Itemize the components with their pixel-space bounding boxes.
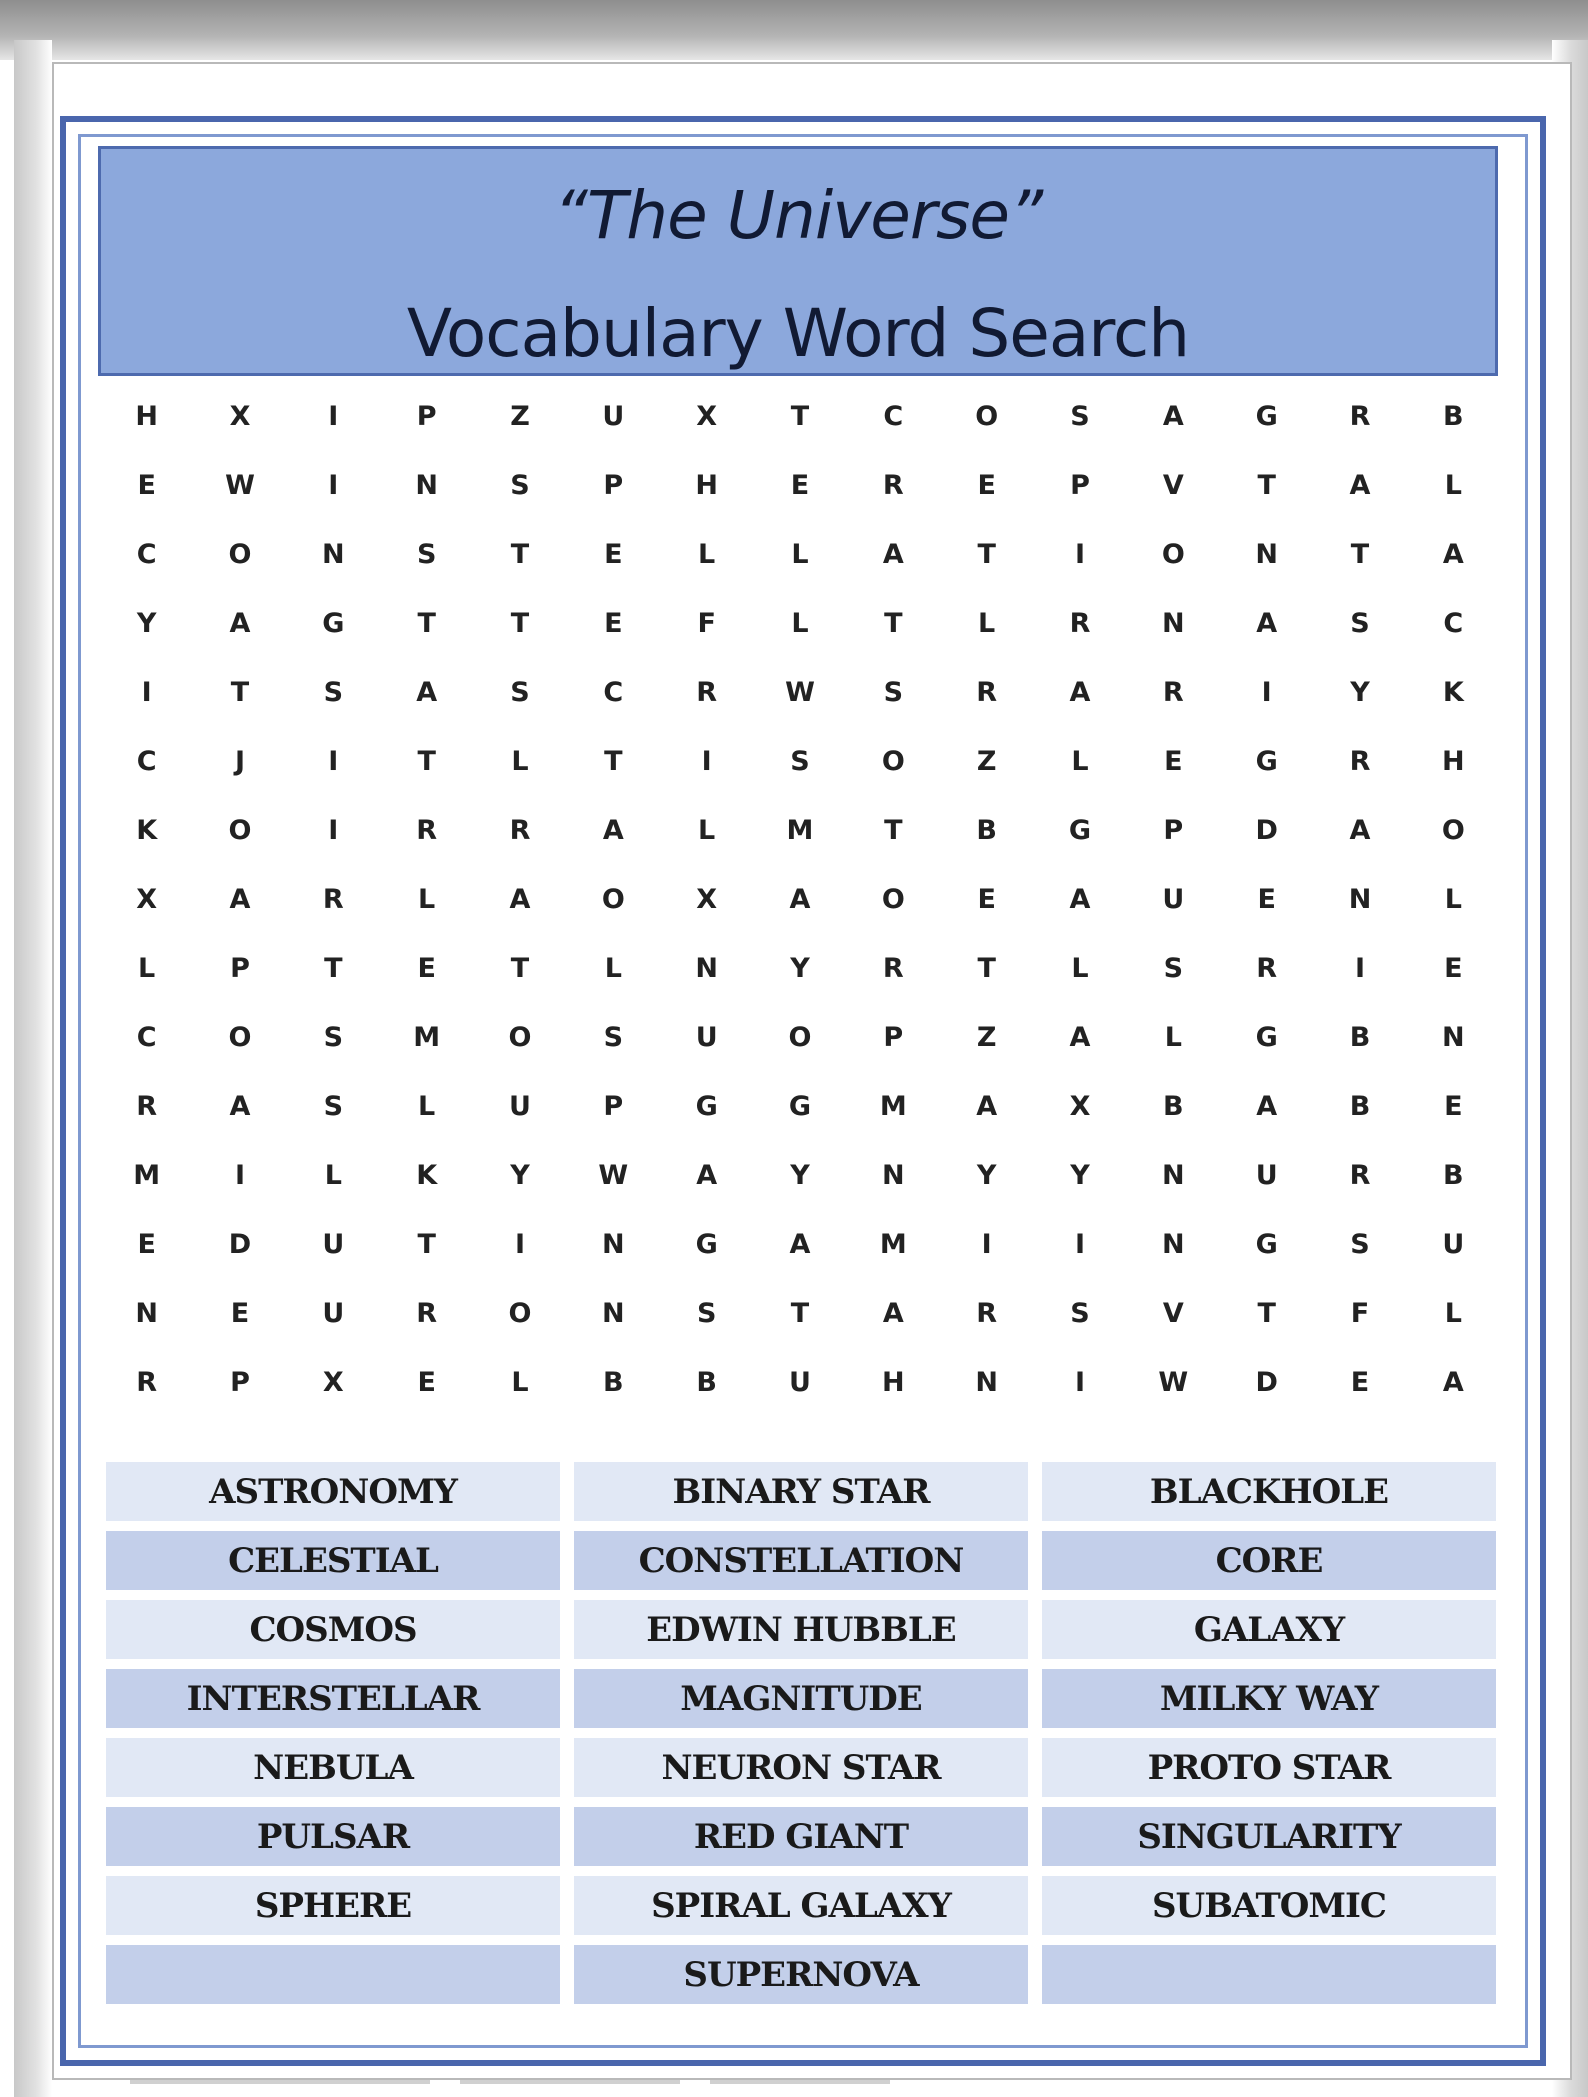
word-bank-item: SUBATOMIC [1042, 1876, 1496, 1935]
grid-letter: E [977, 470, 996, 501]
grid-letter: A [229, 884, 251, 915]
grid-letter: A [976, 1091, 998, 1122]
grid-letter: R [509, 815, 531, 846]
grid-letter: R [1162, 677, 1184, 708]
title-line-2: Vocabulary Word Search [406, 295, 1190, 372]
grid-letter: R [1256, 953, 1278, 984]
grid-letter: T [790, 401, 810, 432]
grid-letter: M [413, 1022, 441, 1053]
grid-letter: E [1444, 1091, 1463, 1122]
grid-letter: L [1444, 1298, 1462, 1329]
grid-letter: S [416, 539, 437, 570]
grid-letter: T [417, 1229, 436, 1260]
word-bank-item: BINARY STAR [574, 1462, 1028, 1521]
grid-letter: K [136, 815, 158, 846]
grid-letter: C [1443, 608, 1464, 639]
grid-letter: N [1255, 539, 1278, 570]
page-shadow-left [14, 40, 52, 2097]
grid-letter: T [230, 677, 250, 708]
grid-letter: S [1350, 608, 1370, 639]
grid-letter: S [510, 470, 530, 501]
grid-letter: A [229, 1091, 251, 1122]
grid-letter: L [978, 608, 996, 639]
grid-letter: P [416, 401, 437, 432]
word-bank-item: SINGULARITY [1042, 1807, 1496, 1866]
grid-letter: B [696, 1367, 717, 1398]
grid-letter: D [1255, 815, 1278, 846]
grid-letter: X [322, 1367, 344, 1398]
grid-letter: G [322, 608, 345, 639]
grid-letter: V [1162, 1298, 1184, 1329]
grid-letter: N [882, 1160, 905, 1191]
word-bank-item: SPIRAL GALAXY [574, 1876, 1028, 1935]
grid-letter: W [785, 677, 815, 708]
word-bank-item: ASTRONOMY [106, 1462, 560, 1521]
grid-letter: A [789, 884, 811, 915]
title-line-1: “The Universe” [553, 177, 1043, 254]
grid-letter: N [602, 1229, 625, 1260]
grid-letter: I [141, 677, 152, 708]
grid-letter: L [1164, 1022, 1182, 1053]
grid-letter: I [514, 1229, 526, 1260]
grid-letter: R [882, 470, 904, 501]
grid-letter: J [234, 746, 246, 777]
grid-letter: T [1350, 539, 1370, 570]
grid-letter: S [1350, 1229, 1370, 1260]
grid-letter: T [884, 608, 903, 639]
grid-letter: N [322, 539, 345, 570]
grid-letter: L [604, 953, 622, 984]
grid-letter: P [230, 953, 250, 984]
grid-letter: N [1162, 1229, 1185, 1260]
grid-letter: Y [136, 608, 157, 639]
word-bank-item: NEBULA [106, 1738, 560, 1797]
grid-letter: A [602, 815, 624, 846]
grid-letter: B [1443, 401, 1464, 432]
grid-letter: R [322, 884, 344, 915]
grid-letter: O [601, 884, 625, 915]
grid-letter: G [788, 1091, 812, 1122]
grid-letter: A [1069, 1022, 1091, 1053]
grid-letter: U [789, 1367, 811, 1398]
grid-letter: S [1070, 1298, 1090, 1329]
grid-letter: N [1162, 608, 1185, 639]
grid-letter: X [1069, 1091, 1091, 1122]
grid-letter: P [603, 1091, 624, 1122]
grid-letter: R [976, 677, 998, 708]
grid-letter: L [791, 539, 809, 570]
grid-letter: I [1354, 953, 1366, 984]
grid-letter: N [695, 953, 718, 984]
grid-letter: B [603, 1367, 624, 1398]
grid-letter: P [603, 470, 624, 501]
grid-letter: E [137, 1229, 156, 1260]
grid-letter: U [695, 1022, 718, 1053]
grid-letter: E [604, 539, 623, 570]
grid-letter: L [511, 1367, 529, 1398]
grid-letter: W [225, 470, 255, 501]
grid-letter: F [1350, 1298, 1370, 1329]
word-bank-item: PULSAR [106, 1807, 560, 1866]
word-bank-item: NEURON STAR [574, 1738, 1028, 1797]
grid-letter: R [416, 815, 438, 846]
grid-letter: W [1158, 1367, 1189, 1398]
grid-letter: L [138, 953, 156, 984]
grid-letter: E [230, 1298, 250, 1329]
grid-letter: E [417, 953, 436, 984]
grid-letter: A [229, 608, 251, 639]
grid-letter: S [883, 677, 904, 708]
grid-letter: N [1348, 884, 1372, 915]
grid-letter: O [1441, 815, 1465, 846]
grid-letter: X [136, 884, 158, 915]
word-bank [106, 1462, 1496, 2004]
grid-letter: A [416, 677, 438, 708]
grid-letter: E [1164, 746, 1183, 777]
grid-letter: B [1349, 1022, 1371, 1053]
grid-letter: U [1162, 884, 1185, 915]
grid-letter: L [698, 539, 716, 570]
grid-letter: X [696, 884, 718, 915]
grid-letter: O [1161, 539, 1185, 570]
grid-letter: L [1444, 470, 1462, 501]
word-bank-item: COSMOS [106, 1600, 560, 1659]
word-bank-item: PROTO STAR [1042, 1738, 1496, 1797]
grid-letter: A [1069, 884, 1091, 915]
grid-letter: K [416, 1160, 438, 1191]
grid-letter: G [1068, 815, 1092, 846]
grid-letter: O [228, 815, 252, 846]
grid-letter: A [1349, 815, 1371, 846]
grid-letter: A [1069, 677, 1091, 708]
grid-letter: R [1349, 1160, 1371, 1191]
footer-faint-text [130, 2076, 1430, 2088]
grid-letter: M [133, 1160, 161, 1191]
grid-letter: C [136, 1022, 157, 1053]
grid-letter: S [323, 1091, 344, 1122]
grid-letter: P [1070, 470, 1090, 501]
grid-letter: H [882, 1367, 905, 1398]
grid-letter: X [229, 401, 251, 432]
grid-letter: T [977, 539, 996, 570]
word-bank-item: CORE [1042, 1531, 1496, 1590]
grid-letter: E [1350, 1367, 1370, 1398]
grid-letter: S [696, 1298, 717, 1329]
grid-letter: N [415, 470, 438, 501]
grid-letter: L [1071, 746, 1089, 777]
grid-letter: N [975, 1367, 998, 1398]
grid-letter: S [510, 677, 530, 708]
grid-letter: R [882, 953, 904, 984]
grid-letter: R [1069, 608, 1091, 639]
grid-letter: F [697, 608, 716, 639]
grid-letter: T [417, 746, 436, 777]
page-shadow-top [0, 0, 1588, 60]
grid-letter: U [509, 1091, 531, 1122]
grid-letter: P [230, 1367, 250, 1398]
grid-letter: O [508, 1298, 532, 1329]
grid-letter: D [228, 1229, 252, 1260]
grid-letter: P [1163, 815, 1184, 846]
grid-letter: T [417, 608, 436, 639]
grid-letter: T [604, 746, 623, 777]
grid-letter: A [509, 884, 531, 915]
grid-letter: S [1163, 953, 1184, 984]
grid-letter: E [604, 608, 623, 639]
grid-letter: A [1256, 1091, 1278, 1122]
word-bank-item: CONSTELLATION [574, 1531, 1028, 1590]
grid-letter: A [1442, 539, 1464, 570]
grid-letter: I [701, 746, 712, 777]
grid-letter: I [328, 470, 339, 501]
grid-letter: R [1349, 401, 1371, 432]
grid-letter: A [1442, 1367, 1464, 1398]
grid-letter: I [1074, 1229, 1086, 1260]
grid-letter: I [981, 1229, 992, 1260]
word-bank-item [106, 1945, 560, 2004]
grid-letter: I [1074, 539, 1086, 570]
grid-letter: E [1444, 953, 1463, 984]
grid-letter: I [328, 815, 339, 846]
grid-letter: O [228, 1022, 252, 1053]
grid-letter: O [788, 1022, 812, 1053]
grid-letter: D [1255, 1367, 1278, 1398]
grid-letter: W [598, 1160, 629, 1191]
grid-letter: N [135, 1298, 158, 1329]
grid-letter: I [328, 746, 339, 777]
grid-letter: U [602, 401, 625, 432]
word-bank-item: MILKY WAY [1042, 1669, 1496, 1728]
grid-letter: H [695, 470, 718, 501]
grid-letter: Y [1350, 677, 1370, 708]
grid-letter: Y [1070, 1160, 1090, 1191]
grid-letter: L [1071, 953, 1089, 984]
grid-letter: A [789, 1229, 811, 1260]
grid-letter: G [695, 1091, 718, 1122]
grid-letter: E [977, 884, 996, 915]
grid-letter: O [508, 1022, 532, 1053]
grid-letter: T [884, 815, 903, 846]
grid-letter: T [1257, 1298, 1276, 1329]
grid-letter: S [1070, 401, 1090, 432]
grid-letter: B [1443, 1160, 1464, 1191]
grid-letter: T [324, 953, 343, 984]
grid-letter: I [234, 1160, 246, 1191]
word-bank-item: GALAXY [1042, 1600, 1496, 1659]
grid-letter: Z [510, 401, 530, 432]
grid-letter: A [882, 1298, 904, 1329]
grid-letter: S [790, 746, 810, 777]
grid-letter: E [1257, 884, 1276, 915]
grid-letter: X [696, 401, 718, 432]
grid-letter: Y [510, 1160, 530, 1191]
grid-letter: L [698, 815, 716, 846]
grid-letter: U [1442, 1229, 1465, 1260]
grid-letter: G [1255, 1022, 1278, 1053]
grid-letter: C [883, 401, 904, 432]
grid-letter: Z [976, 746, 997, 777]
grid-letter: O [228, 539, 252, 570]
grid-letter: T [977, 953, 996, 984]
word-bank-item: INTERSTELLAR [106, 1669, 560, 1728]
word-bank-item: RED GIANT [574, 1807, 1028, 1866]
grid-letter: M [879, 1091, 907, 1122]
grid-letter: R [696, 677, 718, 708]
grid-letter: I [1261, 677, 1272, 708]
grid-letter: G [695, 1229, 718, 1260]
grid-letter: S [323, 677, 344, 708]
grid-letter: C [603, 677, 624, 708]
grid-letter: M [786, 815, 814, 846]
grid-letter: A [1162, 401, 1184, 432]
word-bank-item: EDWIN HUBBLE [574, 1600, 1028, 1659]
word-bank-item: SPHERE [106, 1876, 560, 1935]
grid-letter: N [1162, 1160, 1185, 1191]
grid-letter: S [603, 1022, 624, 1053]
grid-letter: T [510, 953, 530, 984]
grid-letter: A [882, 539, 904, 570]
grid-letter: T [510, 608, 530, 639]
word-bank-item: MAGNITUDE [574, 1669, 1028, 1728]
grid-letter: I [1074, 1367, 1086, 1398]
grid-letter: H [135, 401, 158, 432]
grid-letter: A [1349, 470, 1371, 501]
grid-letter: V [1162, 470, 1184, 501]
grid-letter: N [1442, 1022, 1465, 1053]
grid-letter: U [322, 1298, 345, 1329]
grid-letter: O [881, 746, 905, 777]
grid-letter: L [791, 608, 809, 639]
grid-letter: B [1349, 1091, 1371, 1122]
word-bank-item [1042, 1945, 1496, 2004]
grid-letter: Z [976, 1022, 997, 1053]
grid-letter: M [879, 1229, 907, 1260]
grid-letter: R [136, 1091, 158, 1122]
grid-letter: R [976, 1298, 998, 1329]
grid-letter: B [1163, 1091, 1184, 1122]
grid-letter: Y [790, 1160, 810, 1191]
grid-letter: C [136, 539, 157, 570]
grid-letter: I [328, 401, 339, 432]
grid-letter: R [136, 1367, 158, 1398]
grid-letter: G [1255, 1229, 1278, 1260]
grid-letter: R [416, 1298, 438, 1329]
grid-letter: A [696, 1160, 718, 1191]
grid-letter: T [1257, 470, 1276, 501]
grid-letter: Y [790, 953, 810, 984]
grid-letter: O [975, 401, 999, 432]
grid-letter: E [790, 470, 810, 501]
grid-letter: L [418, 884, 436, 915]
grid-letter: B [976, 815, 997, 846]
grid-letter: L [324, 1160, 342, 1191]
grid-letter: G [1255, 401, 1278, 432]
grid-letter: U [322, 1229, 345, 1260]
grid-letter: E [137, 470, 156, 501]
grid-letter: S [323, 1022, 344, 1053]
grid-letter: A [1256, 608, 1278, 639]
word-bank-item: SUPERNOVA [574, 1945, 1028, 2004]
grid-letter: O [881, 884, 905, 915]
grid-letter: H [1442, 746, 1465, 777]
grid-letter: L [511, 746, 529, 777]
grid-letter: T [510, 539, 530, 570]
word-bank-item: BLACKHOLE [1042, 1462, 1496, 1521]
grid-letter: N [602, 1298, 625, 1329]
grid-letter: R [1349, 746, 1371, 777]
grid-letter: K [1442, 677, 1464, 708]
grid-letter: T [790, 1298, 810, 1329]
grid-letter: L [1444, 884, 1462, 915]
grid-letter: L [418, 1091, 436, 1122]
grid-letter: P [883, 1022, 904, 1053]
grid-letter: Y [976, 1160, 997, 1191]
grid-letter: U [1255, 1160, 1278, 1191]
word-bank-item: CELESTIAL [106, 1531, 560, 1590]
grid-letter: C [136, 746, 157, 777]
letter-grid [100, 382, 1500, 1417]
title-banner [98, 146, 1498, 376]
grid-letter: G [1255, 746, 1278, 777]
grid-letter: E [417, 1367, 436, 1398]
